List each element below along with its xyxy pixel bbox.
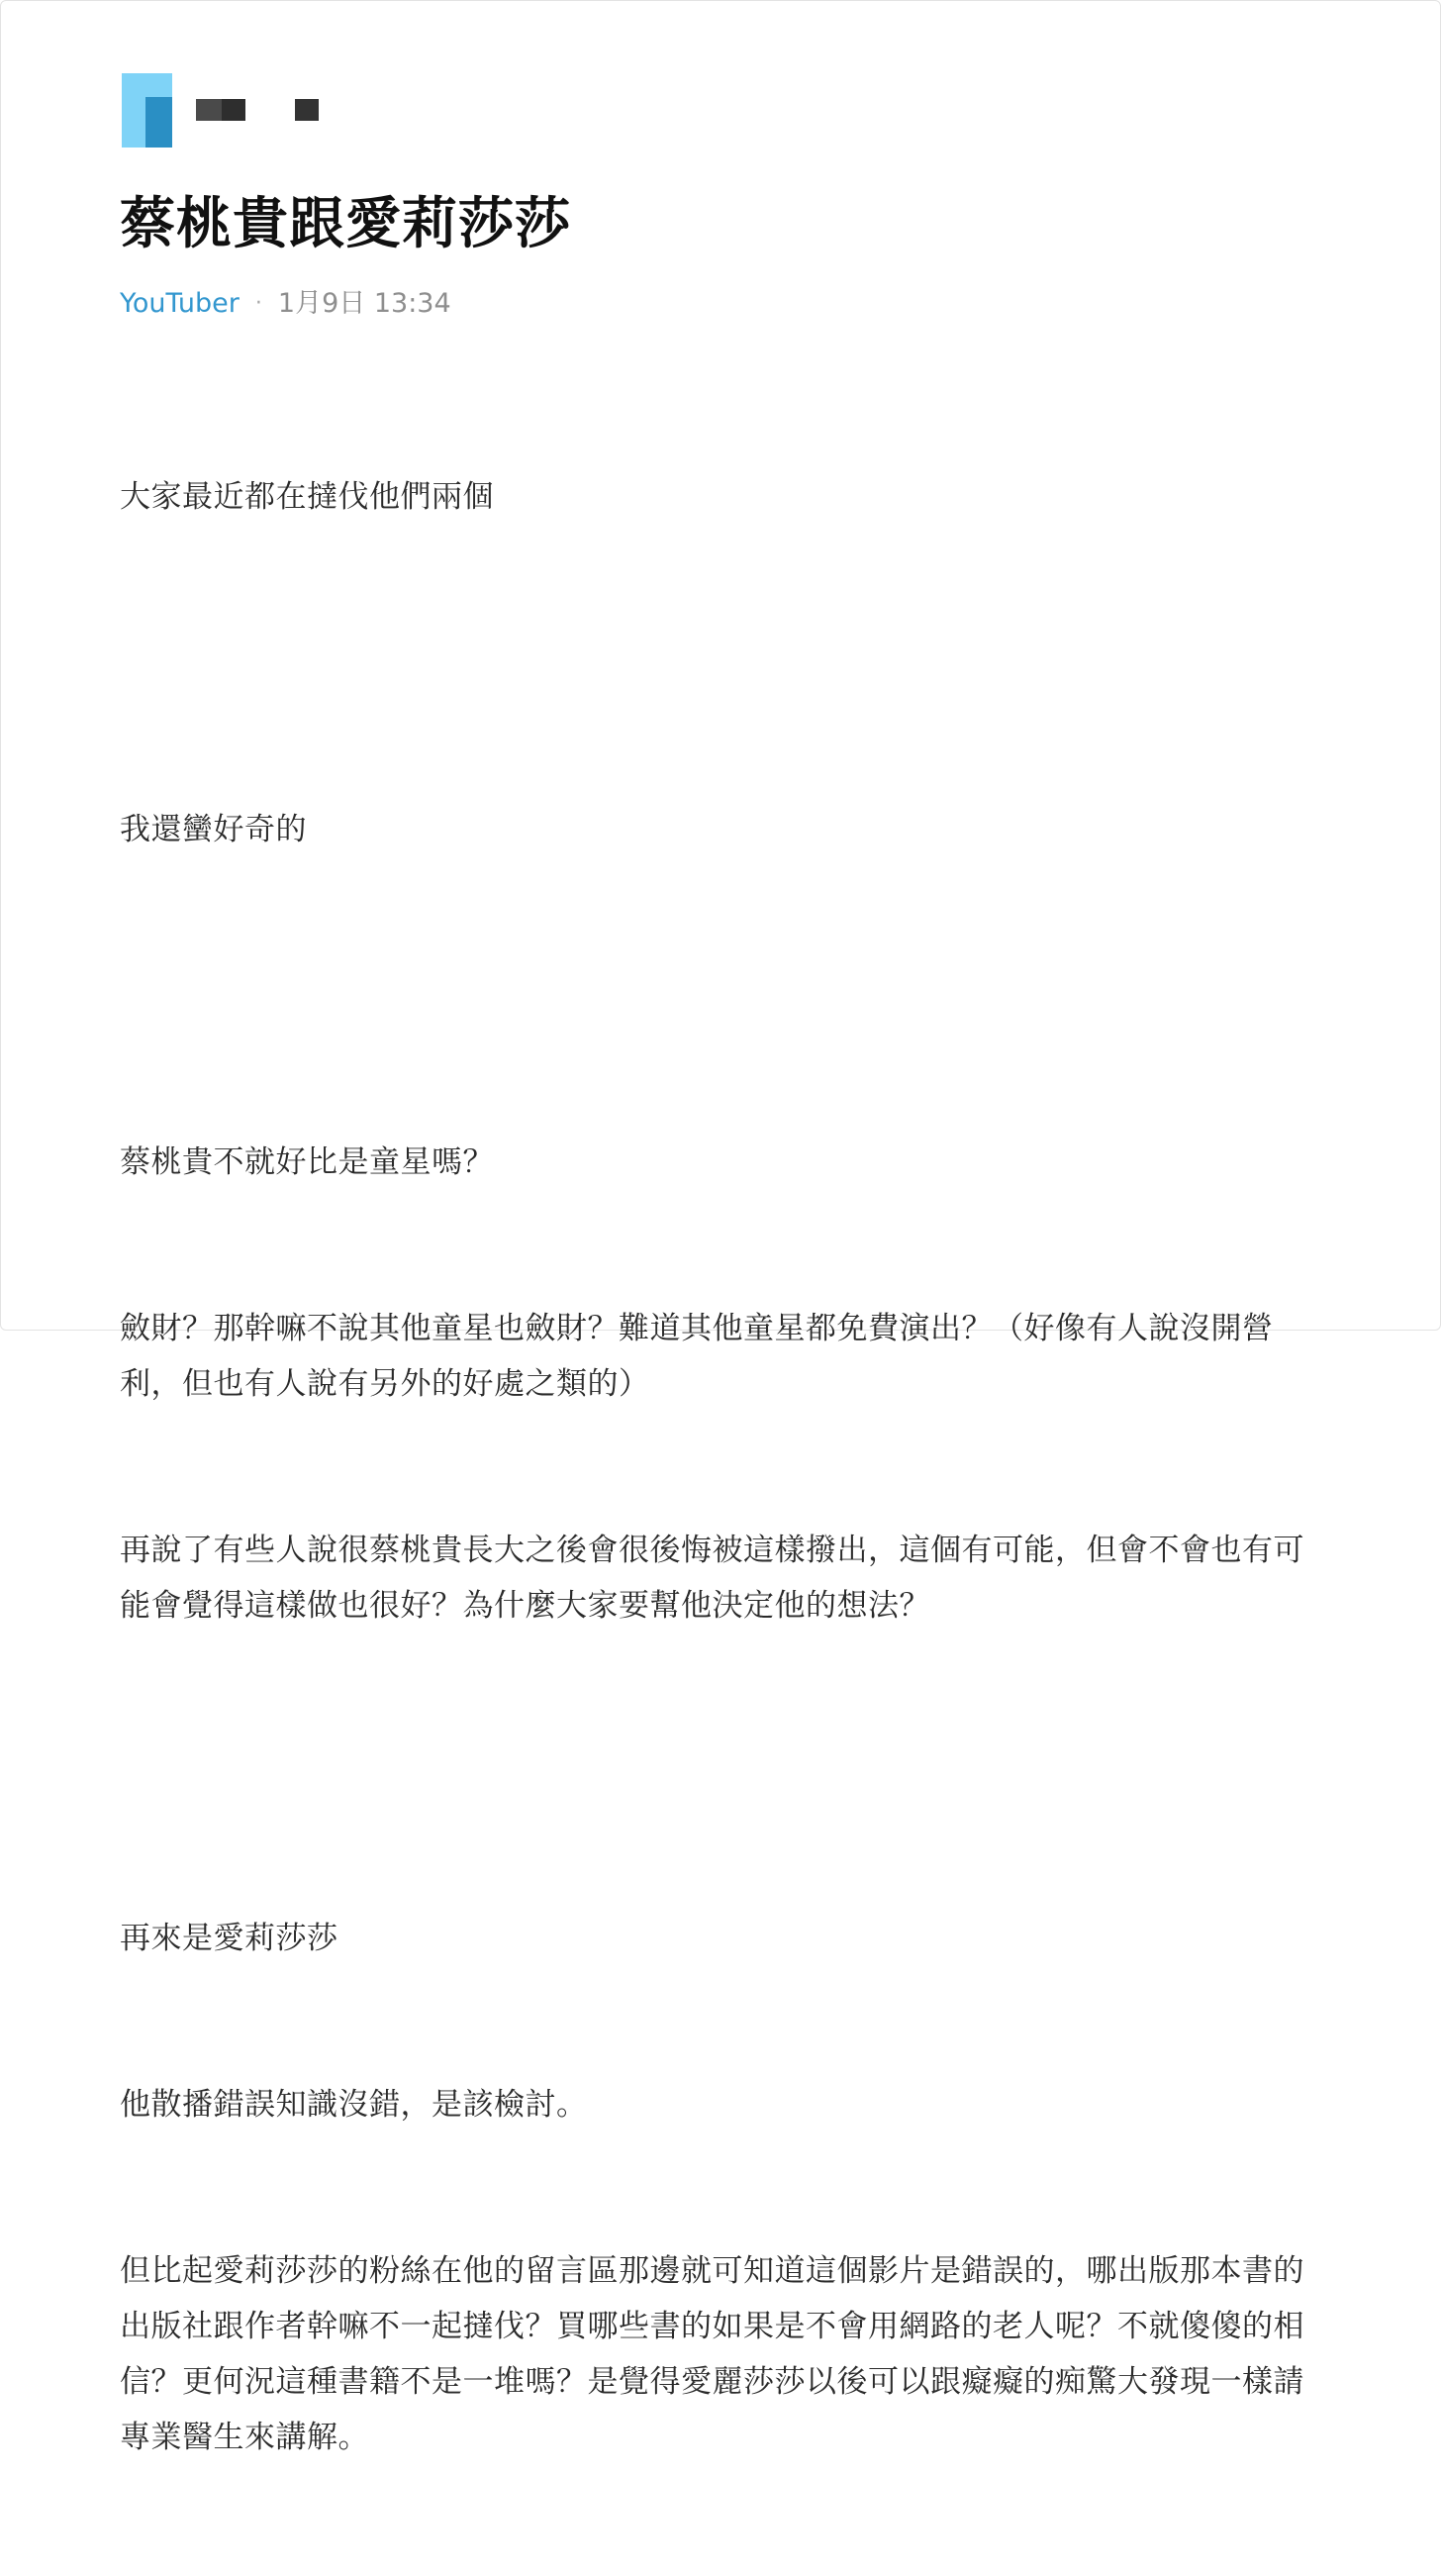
blank-line [120,968,1317,1024]
post-body [120,358,1317,2576]
redacted-block [222,99,245,121]
meta-separator: · [254,291,262,316]
post-title: 蔡桃貴跟愛莉莎莎 [120,192,571,256]
avatar[interactable] [122,73,172,148]
blank-line [120,636,1317,691]
redacted-block [196,99,222,121]
board-link[interactable]: YouTuber [120,288,240,319]
redacted-block [295,99,319,121]
post-paragraph: 蔡桃貴不就好比是童星嗎？ [120,1144,494,1180]
post-meta [120,286,451,322]
spacer [245,99,295,121]
post-paragraph: 斂財？那幹嘛不說其他童星也斂財？難道其他童星都免費演出？（好像有人說沒開營利，但也有人說有另外的好處之類的） [120,1311,1274,1402]
post-timestamp: 1月9日 13:34 [277,288,451,319]
post-paragraph: 大家最近都在撻伐他們兩個 [120,479,494,515]
post-paragraph: 但比起愛莉莎莎的粉絲在他的留言區那邊就可知道這個影片是錯誤的，哪出版那本書的出版社跟作者幹嘛不一起撻伐？買哪些書的如果是不會用網路的老人呢？不就傻傻的相信？更何況這種書籍不是一堆嗎？是覺得愛麗莎莎以後可以跟癡癡的痴驚大發現一樣請專業醫生來講解。 [120,2253,1304,2455]
redacted-author-name [196,99,319,121]
author-row [122,72,319,148]
post-paragraph: 他散播錯誤知識沒錯，是該檢討。 [120,2087,588,2123]
post-paragraph: 再來是愛莉莎莎 [120,1921,338,1956]
post-paragraph: 再說了有些人說很蔡桃貴長大之後會很後悔被這樣撥出，這個有可能，但會不會也有可能會覺得這樣做也很好？為什麼大家要幫他決定他的想法？ [120,1533,1304,1624]
post-paragraph: 我還蠻好奇的 [120,812,307,847]
blank-line [120,1744,1317,1800]
